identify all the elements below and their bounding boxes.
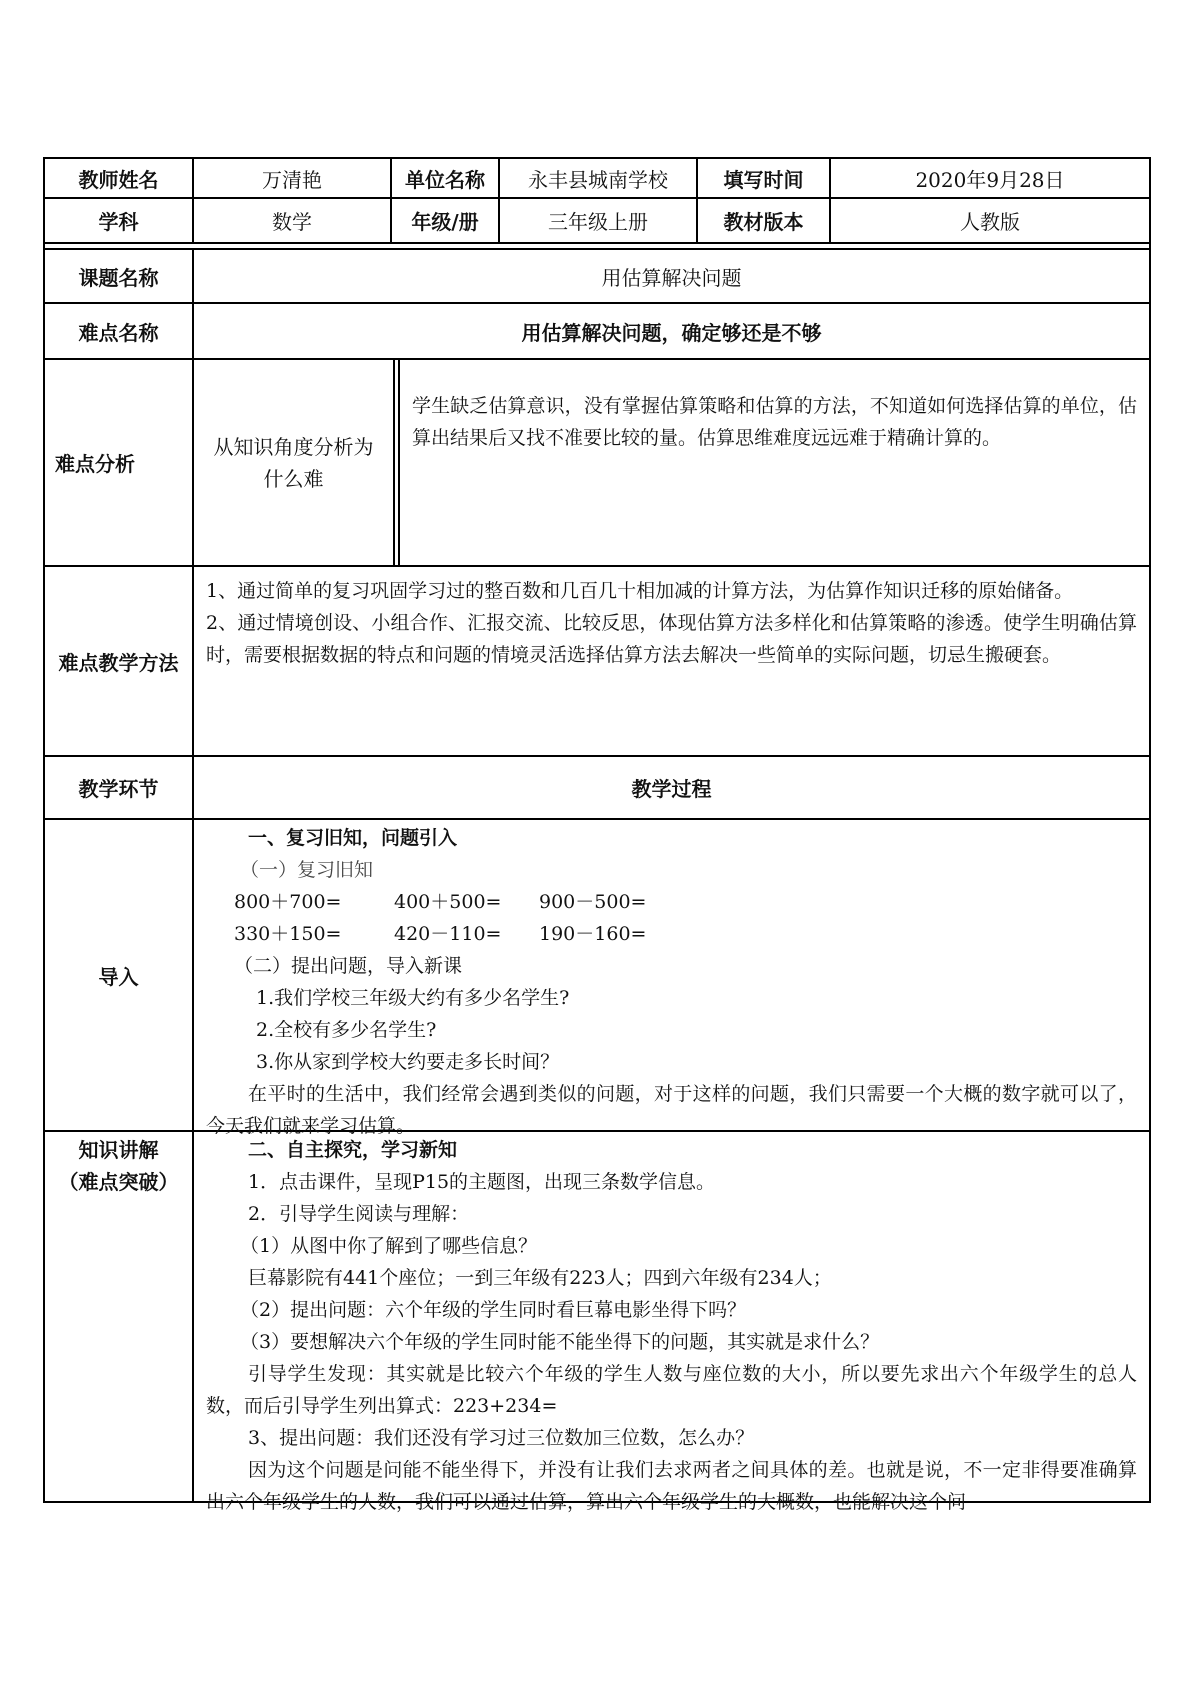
- process-stage-label: 教学环节: [45, 757, 194, 818]
- knowledge-line: 2．引导学生阅读与理解：: [248, 1203, 470, 1225]
- analysis-sub-label: 从知识角度分析为什么难: [194, 360, 395, 565]
- knowledge-line: 引导学生发现：其实就是比较六个年级的学生人数与座位数的大小，所以要先求出六个年级学生的总人数，而后引导学生列出算式：223+234=: [206, 1363, 1137, 1417]
- knowledge-sub-label: （难点突破）: [58, 1170, 179, 1194]
- unit-name-value: 永丰县城南学校: [500, 159, 698, 197]
- topic-label: 课题名称: [45, 250, 194, 302]
- analysis-text: 学生缺乏估算意识，没有掌握估算策略和估算的方法，不知道如何选择估算的单位，估算出结果后又找不准要比较的量。估算思维难度远远难于精确计算的。: [412, 395, 1137, 449]
- fill-time-value: 2020年9月28日: [915, 167, 1065, 192]
- math-row-1: [206, 886, 1137, 918]
- intro-label: 导入: [45, 820, 194, 1130]
- info-row-2: [43, 199, 1151, 244]
- knowledge-content: [194, 1132, 1149, 1513]
- method-row: [43, 567, 1151, 757]
- knowledge-line: 1．点击课件，呈现P15的主题图，出现三条数学信息。: [248, 1171, 716, 1193]
- method-paragraph-1: 1、通过简单的复习巩固学习过的整百数和几百几十相加减的计算方法，为估算作知识迁移的原始储备。: [206, 580, 1074, 602]
- grade-label: 年级/册: [392, 199, 500, 242]
- intro-question-1: 1.我们学校三年级大约有多少名学生?: [256, 987, 570, 1009]
- math-expr: 330＋150=: [234, 923, 342, 945]
- process-header-row: [43, 757, 1151, 820]
- knowledge-line: （1）从图中你了解到了哪些信息？: [240, 1235, 538, 1257]
- difficulty-value: 用估算解决问题，确定够还是不够: [521, 320, 822, 345]
- intro-question-2: 2.全校有多少名学生?: [256, 1019, 437, 1041]
- knowledge-label: 知识讲解: [78, 1138, 159, 1162]
- info-row-1: [43, 157, 1151, 199]
- knowledge-line: 因为这个问题是问能不能坐得下，并没有让我们去求两者之间具体的差。也就是说，不一定非得要准确算出六个年级学生的人数，我们可以通过估算，算出六个年级学生的大概数，也能解决这个问: [206, 1459, 1137, 1513]
- math-expr: 190－160=: [539, 923, 647, 945]
- analysis-label: 难点分析: [45, 360, 194, 565]
- intro-heading: 一、复习旧知，问题引入: [248, 827, 458, 849]
- knowledge-line: 3、提出问题：我们还没有学习过三位数加三位数，怎么办？: [248, 1427, 755, 1449]
- subject-label: 学科: [45, 199, 194, 242]
- process-title: 教学过程: [631, 777, 712, 801]
- intro-closing: 在平时的生活中，我们经常会遇到类似的问题，对于这样的问题，我们只需要一个大概的数字就可以了，今天我们就来学习估算。: [206, 1083, 1137, 1137]
- intro-row: [43, 820, 1151, 1137]
- analysis-text-cell: [398, 360, 1149, 565]
- intro-sub-2: （二）提出问题，导入新课: [234, 955, 463, 977]
- math-expr: 400＋500=: [394, 891, 502, 913]
- math-expr: 420－110=: [394, 923, 502, 945]
- topic-row: [43, 248, 1151, 304]
- math-row-2: [206, 918, 1137, 950]
- knowledge-heading: 二、自主探究，学习新知: [248, 1139, 458, 1161]
- lesson-plan-table: [43, 157, 1151, 1513]
- math-expr: 900－500=: [539, 891, 647, 913]
- grade-value: 三年级上册: [500, 199, 698, 242]
- knowledge-line: 巨幕影院有441个座位；一到三年级有223人；四到六年级有234人；: [248, 1267, 832, 1289]
- topic-value: 用估算解决问题: [601, 265, 742, 290]
- method-label: 难点教学方法: [45, 567, 194, 755]
- intro-question-3: 3.你从家到学校大约要走多长时间？: [256, 1051, 560, 1073]
- knowledge-line: （2）提出问题：六个年级的学生同时看巨幕电影坐得下吗？: [240, 1299, 747, 1321]
- method-text-cell: [194, 567, 1149, 755]
- knowledge-line: （3）要想解决六个年级的学生同时能不能坐得下的问题，其实就是求什么？: [240, 1331, 880, 1353]
- intro-sub-1: （一）复习旧知: [240, 859, 374, 881]
- difficulty-row: [43, 304, 1151, 360]
- fill-time-label: 填写时间: [698, 159, 831, 197]
- unit-name-label: 单位名称: [392, 159, 500, 197]
- teacher-name-label: 教师姓名: [45, 159, 194, 197]
- teacher-name-value: 万清艳: [194, 159, 392, 197]
- textbook-version-label: 教材版本: [698, 199, 831, 242]
- intro-content: [194, 820, 1149, 1137]
- analysis-row: [43, 360, 1151, 567]
- knowledge-label-cell: [45, 1132, 194, 1501]
- subject-value: 数学: [194, 199, 392, 242]
- method-paragraph-2: 2、通过情境创设、小组合作、汇报交流、比较反思，体现估算方法多样化和估算策略的渗透。使学生明确估算时，需要根据数据的特点和问题的情境灵活选择估算方法去解决一些简单的实际问题，切忌生搬硬套。: [206, 612, 1137, 666]
- textbook-version-value: 人教版: [960, 210, 1020, 234]
- difficulty-label: 难点名称: [45, 304, 194, 358]
- knowledge-row: [43, 1132, 1151, 1513]
- math-expr: 800＋700=: [234, 891, 342, 913]
